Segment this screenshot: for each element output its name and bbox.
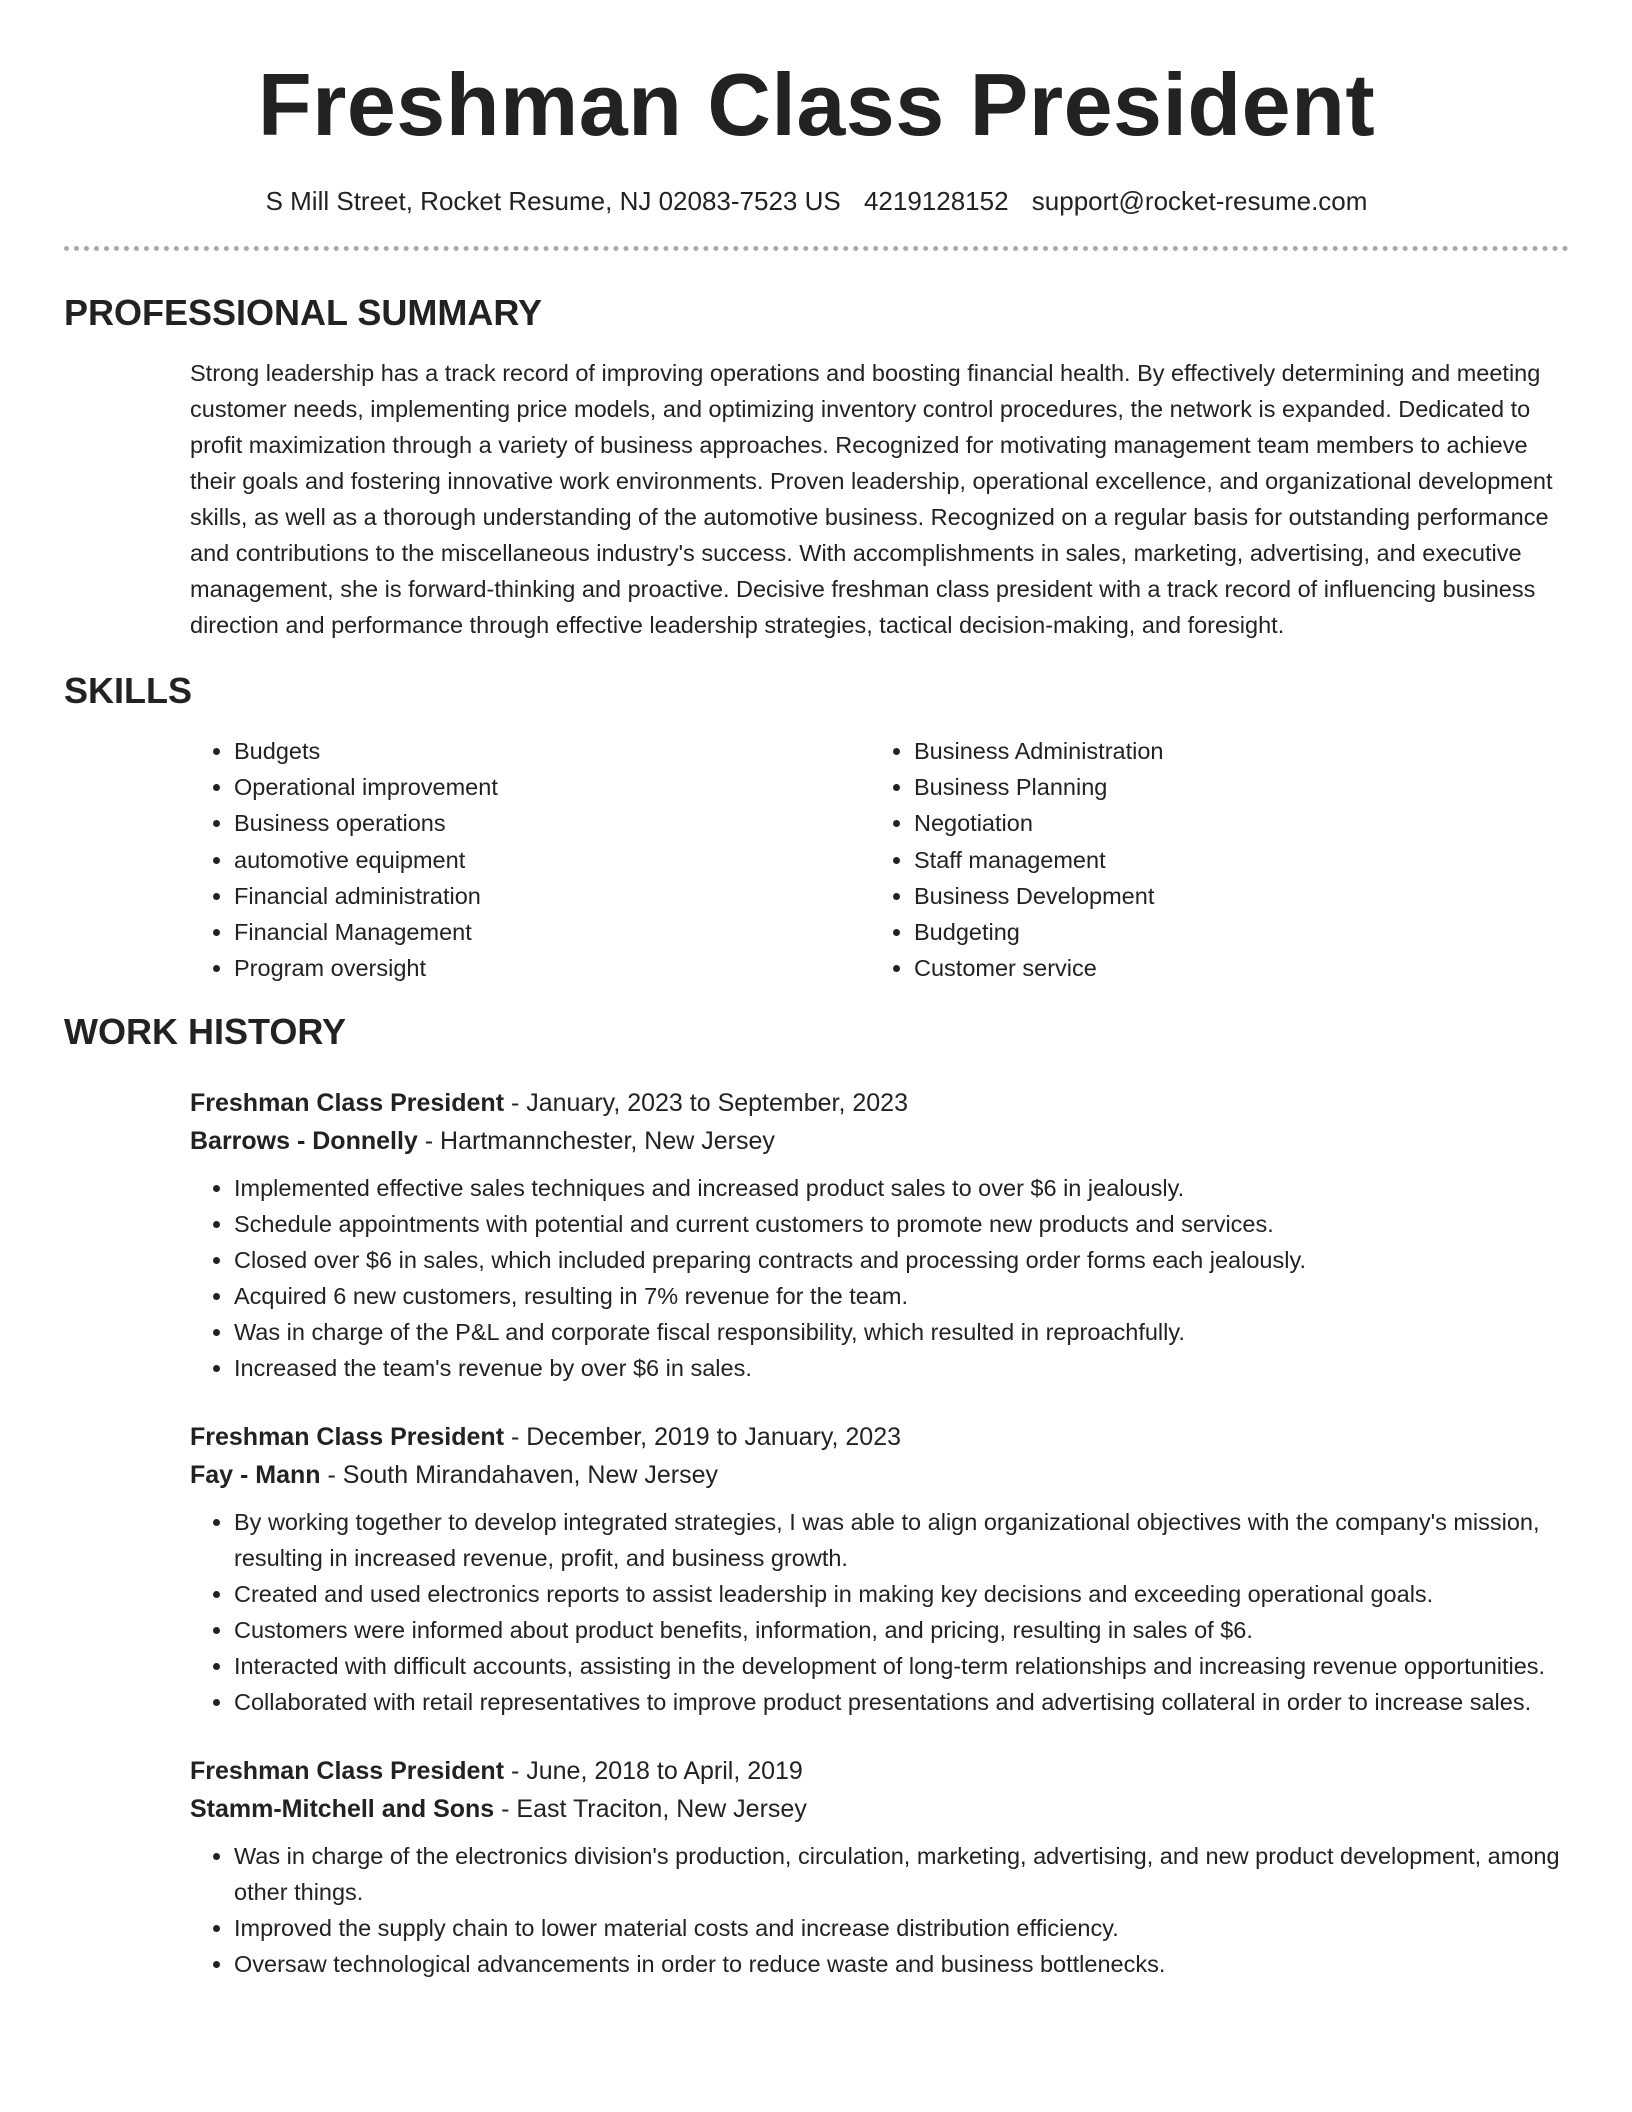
job-dates: - June, 2018 to April, 2019: [504, 1757, 803, 1786]
list-item: • Implemented effective sales techniques and increased product sales to over $6 in jealously.: [234, 1170, 1569, 1206]
list-item: • Collaborated with retail representatives to improve product presentations and advertising collateral in order to increase sales.: [234, 1684, 1569, 1720]
job-role: Freshman Class President: [190, 1757, 505, 1786]
job-bullets: [190, 1838, 1569, 1982]
skill-item: • Business Administration: [914, 733, 1550, 769]
job-role: Freshman Class President: [190, 1089, 505, 1118]
list-item: • Increased the team's revenue by over $6 in sales.: [234, 1350, 1569, 1386]
skill-item: • Budgeting: [914, 914, 1550, 950]
candidate-name: Freshman Class President: [257, 55, 1376, 154]
section-title-work: WORK HISTORY: [64, 1011, 347, 1053]
skill-item: • Business operations: [234, 805, 870, 841]
list-item: • Was in charge of the P&L and corporate fiscal responsibility, which resulted in reproachfully.: [234, 1314, 1569, 1350]
contact-line: [64, 184, 1569, 218]
summary-text: Strong leadership has a track record of improving operations and boosting financial health. By effectively determining and meeting customer needs, implementing price models, and optimizing inventory control procedures, the network is expanded. Dedicated to profit maximization through a variety of business approaches. Recognized for motivating management team members to achieve their goals and fostering innovative work environments. Proven leadership, operational excellence, and organizational development skills, as well as a thorough understanding of the automotive business. Recognized on a regular basis for outstanding performance and contributions to the miscellaneous industry's success. With accomplishments in sales, marketing, advertising, and executive management, she is forward-thinking and proactive. Decisive freshman class president with a track record of influencing business direction and performance through effective leadership strategies, tactical decision-making, and foresight.: [190, 360, 1553, 638]
work-history-section: [64, 1010, 1569, 1982]
skills-list-right: [870, 733, 1550, 986]
list-item: • Customers were informed about product benefits, information, and pricing, resulting in sales of $6.: [234, 1612, 1569, 1648]
job-bullets: [190, 1504, 1569, 1720]
skill-item: • Operational improvement: [234, 769, 870, 805]
list-item: • Acquired 6 new customers, resulting in 7% revenue for the team.: [234, 1278, 1569, 1314]
job-company-line: [190, 1790, 1569, 1828]
skills-list-left: [190, 733, 870, 986]
contact-phone: 4219128152: [863, 186, 1009, 216]
skill-item: • Budgets: [234, 733, 870, 769]
job-company: Fay - Mann: [190, 1461, 321, 1490]
list-item: • Oversaw technological advancements in order to reduce waste and business bottlenecks.: [234, 1946, 1569, 1982]
list-item: • Interacted with difficult accounts, assisting in the development of long-term relationships and increasing revenue opportunities.: [234, 1648, 1569, 1684]
job-dates: - December, 2019 to January, 2023: [504, 1423, 902, 1452]
job-company: Stamm-Mitchell and Sons: [190, 1795, 495, 1824]
skill-item: • Negotiation: [914, 805, 1550, 841]
job-bullets: [190, 1170, 1569, 1386]
job-company: Barrows - Donnelly: [190, 1127, 418, 1156]
job-title-line: [190, 1752, 1569, 1790]
section-title-skills: SKILLS: [64, 670, 193, 711]
skill-item: • Customer service: [914, 950, 1550, 986]
professional-summary-section: [64, 291, 1569, 643]
job-entry-1: [190, 1084, 1569, 1386]
job-entry-3: [190, 1752, 1569, 1982]
skill-item: • Business Development: [914, 878, 1550, 914]
contact-address: S Mill Street, Rocket Resume, NJ 02083-7523 US: [265, 186, 841, 216]
job-location: - South Mirandahaven, New Jersey: [320, 1461, 718, 1490]
list-item: • Closed over $6 in sales, which included preparing contracts and processing order forms each jealously.: [234, 1242, 1569, 1278]
job-dates: - January, 2023 to September, 2023: [504, 1089, 908, 1118]
job-company-line: [190, 1456, 1569, 1494]
job-location: - Hartmannchester, New Jersey: [417, 1127, 775, 1156]
skill-item: • Program oversight: [234, 950, 870, 986]
section-title-summary: PROFESSIONAL SUMMARY: [64, 292, 543, 333]
skills-section: [64, 669, 1569, 986]
skill-item: • Financial administration: [234, 878, 870, 914]
list-item: • Schedule appointments with potential and current customers to promote new products and services.: [234, 1206, 1569, 1242]
job-location: - East Traciton, New Jersey: [494, 1795, 807, 1824]
job-title-line: [190, 1084, 1569, 1122]
contact-email[interactable]: support@rocket-resume.com: [1031, 186, 1368, 216]
job-entry-2: [190, 1418, 1569, 1720]
skill-item: • Financial Management: [234, 914, 870, 950]
list-item: • Improved the supply chain to lower material costs and increase distribution efficiency.: [234, 1910, 1569, 1946]
header-divider: [64, 246, 1569, 251]
job-role: Freshman Class President: [190, 1423, 505, 1452]
list-item: • Was in charge of the electronics division's production, circulation, marketing, advertising, and new product development, among other things.: [234, 1838, 1569, 1910]
skills-columns: [190, 733, 1569, 986]
skill-item: • automotive equipment: [234, 842, 870, 878]
list-item: • Created and used electronics reports to assist leadership in making key decisions and exceeding operational goals.: [234, 1576, 1569, 1612]
skill-item: • Business Planning: [914, 769, 1550, 805]
job-company-line: [190, 1122, 1569, 1160]
resume-page: [64, 0, 1569, 1982]
list-item: • By working together to develop integrated strategies, I was able to align organizational objectives with the company's mission, resulting in increased revenue, profit, and business growth.: [234, 1504, 1569, 1576]
skill-item: • Staff management: [914, 842, 1550, 878]
job-title-line: [190, 1418, 1569, 1456]
